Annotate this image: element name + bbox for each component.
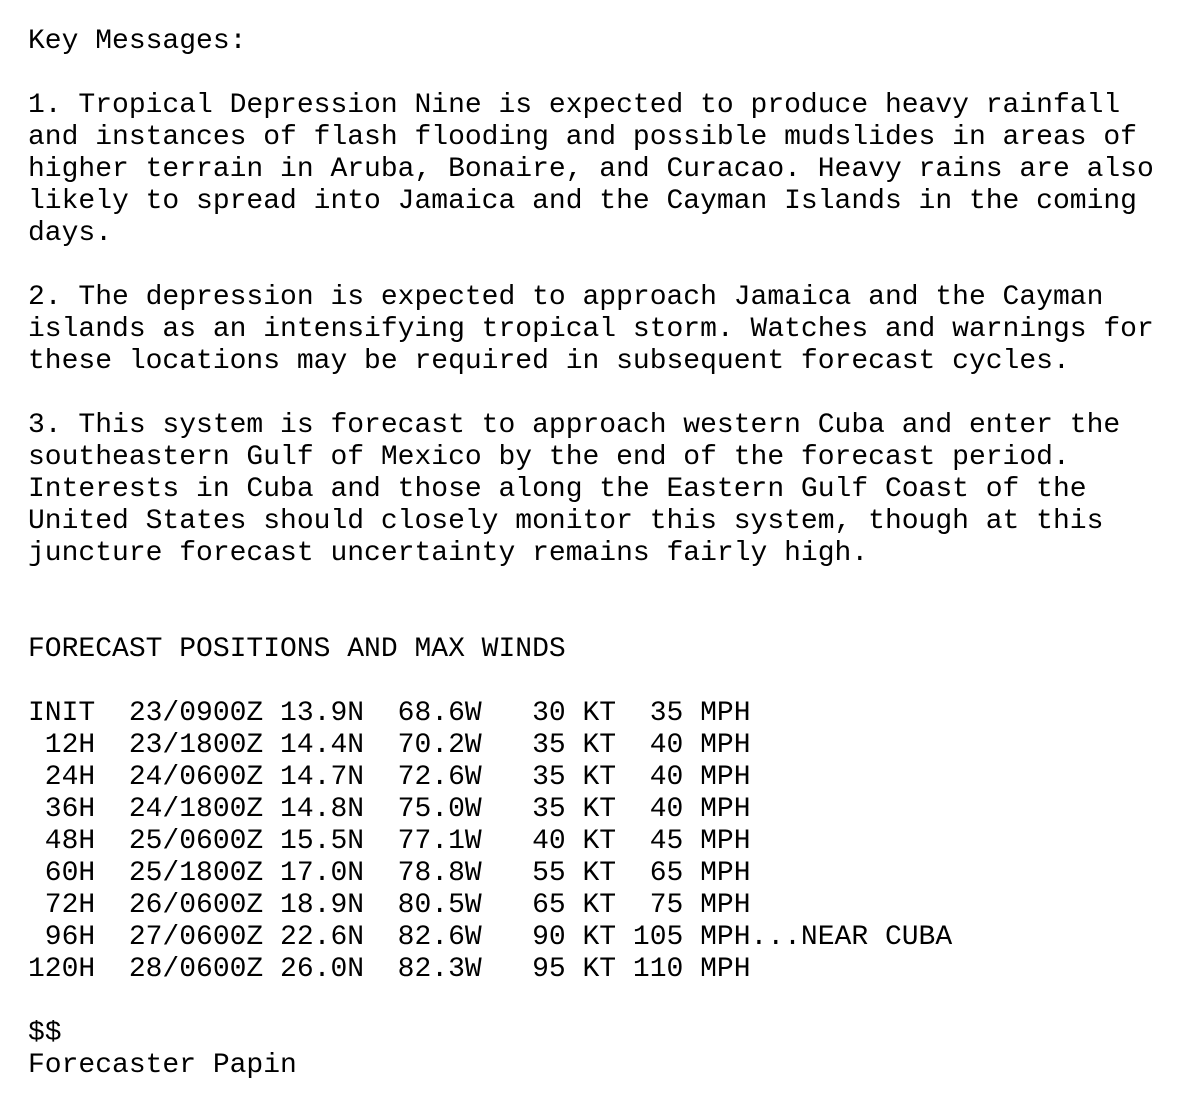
forecast-row: 72H 26/0600Z 18.9N 80.5W 65 KT 75 MPH xyxy=(28,890,751,921)
key-message-3-line-2: southeastern Gulf of Mexico by the end of the forecast period. xyxy=(28,442,1070,473)
forecast-row: 12H 23/1800Z 14.4N 70.2W 35 KT 40 MPH xyxy=(28,730,751,761)
end-marker: $$ xyxy=(28,1018,62,1049)
bulletin-text xyxy=(28,26,1154,1082)
key-message-3-line-5: juncture forecast uncertainty remains fairly high. xyxy=(28,538,869,569)
key-message-1-line-4: likely to spread into Jamaica and the Cayman Islands in the coming xyxy=(28,186,1137,217)
forecast-row: 120H 28/0600Z 26.0N 82.3W 95 KT 110 MPH xyxy=(28,954,751,985)
key-message-2-line-1: 2. The depression is expected to approach Jamaica and the Cayman xyxy=(28,282,1104,313)
forecast-row: 60H 25/1800Z 17.0N 78.8W 55 KT 65 MPH xyxy=(28,858,751,889)
key-message-1-line-1: 1. Tropical Depression Nine is expected to produce heavy rainfall xyxy=(28,90,1121,121)
key-message-2-line-2: islands as an intensifying tropical storm. Watches and warnings for xyxy=(28,314,1154,345)
key-message-3-line-4: United States should closely monitor this system, though at this xyxy=(28,506,1104,537)
key-message-1-line-5: days. xyxy=(28,218,113,249)
forecaster-signature: Forecaster Papin xyxy=(28,1050,297,1081)
key-messages-heading: Key Messages: xyxy=(28,26,247,57)
forecast-row: 36H 24/1800Z 14.8N 75.0W 35 KT 40 MPH xyxy=(28,794,751,825)
forecast-row: 96H 27/0600Z 22.6N 82.6W 90 KT 105 MPH...NEAR CUBA xyxy=(28,922,953,953)
forecast-row: 24H 24/0600Z 14.7N 72.6W 35 KT 40 MPH xyxy=(28,762,751,793)
key-message-3-line-1: 3. This system is forecast to approach western Cuba and enter the xyxy=(28,410,1121,441)
forecast-heading: FORECAST POSITIONS AND MAX WINDS xyxy=(28,634,566,665)
key-message-1-line-3: higher terrain in Aruba, Bonaire, and Curacao. Heavy rains are also xyxy=(28,154,1154,185)
forecast-row: 48H 25/0600Z 15.5N 77.1W 40 KT 45 MPH xyxy=(28,826,751,857)
key-message-3-line-3: Interests in Cuba and those along the Eastern Gulf Coast of the xyxy=(28,474,1087,505)
key-message-1-line-2: and instances of flash flooding and possible mudslides in areas of xyxy=(28,122,1137,153)
forecast-row: INIT 23/0900Z 13.9N 68.6W 30 KT 35 MPH xyxy=(28,698,751,729)
key-message-2-line-3: these locations may be required in subsequent forecast cycles. xyxy=(28,346,1070,377)
